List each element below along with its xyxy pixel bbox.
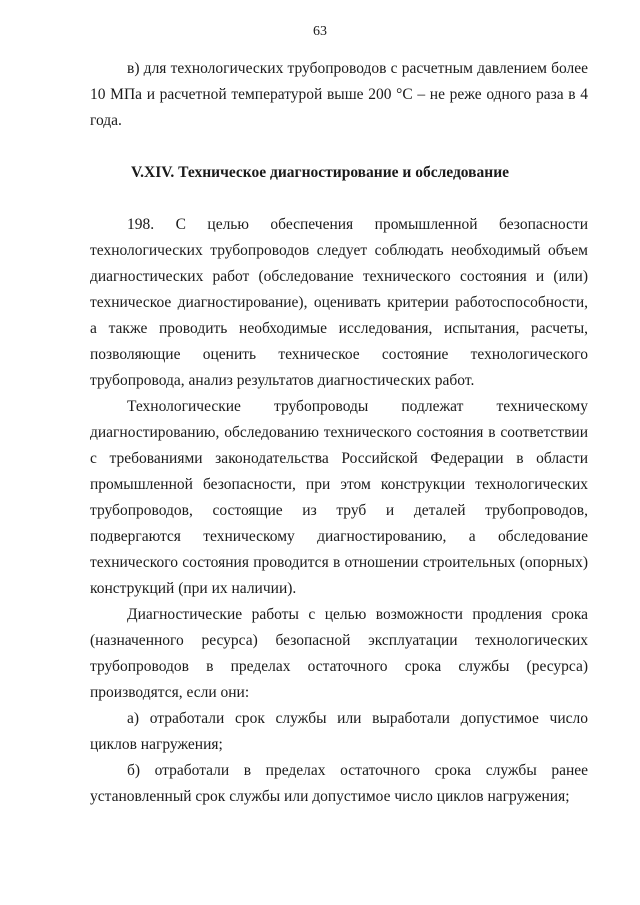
paragraph-pipelines-diagnostics: Технологические трубопроводы подлежат техническому диагностированию, обследованию технического состояния в соответствии с требованиями законодательства Российской Федерации в области промышленной безопасности, при этом конструкции технологических трубопроводов, состоящие из труб и деталей трубопроводов, подвергаются техническому диагностированию, а обследование технического состояния проводится в отношении строительных (опорных) конструкций (при их наличии). (90, 398, 588, 597)
section-heading: V.XIV. Техническое диагностирование и обследование (130, 164, 510, 181)
paragraph-198: 198. С целью обеспечения промышленной безопасности технологических трубопроводов следует соблюдать необходимый объем диагностических работ (обследование технического состояния и (или) техническое диагностирование), оценивать критерии работоспособности, а также проводить необходимые исследования, испытания, расчеты, позволяющие оценить техническое состояние технологического трубопровода, анализ результатов диагностических работ. (90, 216, 588, 389)
page-number: 63 (313, 24, 327, 39)
intro-block (90, 56, 588, 134)
body-block (90, 212, 588, 810)
list-item-a: а) отработали срок службы или выработали допустимое число циклов нагружения; (90, 710, 588, 753)
paragraph-diagnostic-works: Диагностические работы с целью возможности продления срока (назначенного ресурса) безопасной эксплуатации технологических трубопроводов в пределах остаточного срока службы (ресурса) производятся, если они: (90, 606, 588, 701)
intro-paragraph: в) для технологических трубопроводов с расчетным давлением более 10 МПа и расчетной температурой выше 200 °С – не реже одного раза в 4 года. (90, 60, 588, 129)
list-item-b: б) отработали в пределах остаточного срока службы ранее установленный срок службы или допустимое число циклов нагружения; (90, 762, 588, 805)
